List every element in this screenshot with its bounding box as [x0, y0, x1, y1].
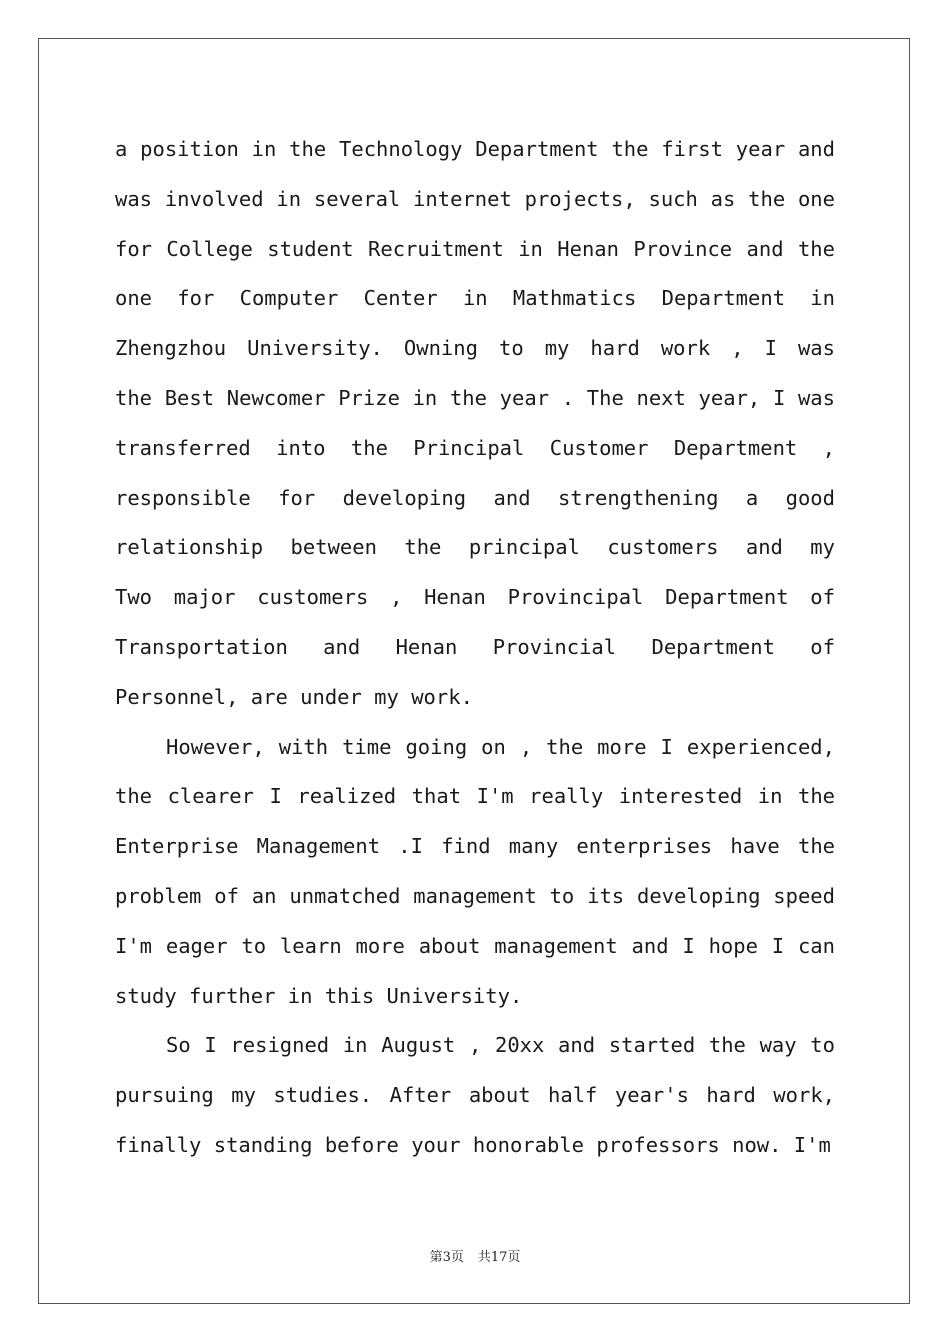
- text-line: Zhengzhou University. Owning to my hard work , I was: [115, 336, 835, 361]
- text-line: relationship between the principal customers and my: [115, 535, 835, 560]
- body-text: [115, 125, 835, 1171]
- text-line: Enterprise Management .I find many enterprises have the: [115, 834, 835, 859]
- paragraph: [115, 723, 835, 1022]
- text-line: I'm eager to learn more about management and I hope I can: [115, 933, 835, 958]
- text-line: for College student Recruitment in Henan Province and the: [115, 236, 835, 261]
- paragraph: [115, 125, 835, 723]
- paragraph: [115, 1021, 835, 1170]
- text-line: a position in the Technology Department the first year and: [115, 137, 835, 161]
- text-line: study further in this University.: [115, 983, 523, 1008]
- text-line: problem of an unmatched management to its developing speed: [115, 883, 835, 908]
- total-pages: 共17页: [477, 1250, 521, 1265]
- text-line: was involved in several internet projects, such as the one: [115, 186, 835, 211]
- text-line: the Best Newcomer Prize in the year . The next year, I was: [115, 385, 835, 410]
- text-line: So I resigned in August , 20xx and started the way to: [166, 1033, 835, 1058]
- text-line: transferred into the Principal Customer Department ,: [115, 435, 835, 460]
- text-line: Two major customers , Henan Provincipal Department of: [115, 585, 835, 610]
- text-line: finally standing before your honorable professors now. I'm: [115, 1132, 831, 1157]
- text-line: Transportation and Henan Provincial Department of: [115, 634, 835, 659]
- text-line: pursuing my studies. After about half year's hard work,: [115, 1083, 835, 1108]
- text-line: responsible for developing and strengthening a good: [115, 485, 835, 510]
- text-line: Personnel, are under my work.: [115, 684, 473, 709]
- text-line: one for Computer Center in Mathmatics Department in: [115, 286, 835, 311]
- page-footer: [0, 1246, 950, 1265]
- current-page-number: 第3页: [429, 1250, 464, 1265]
- text-line: the clearer I realized that I'm really interested in the: [115, 784, 835, 809]
- text-line: However, with time going on , the more I experienced,: [166, 734, 835, 759]
